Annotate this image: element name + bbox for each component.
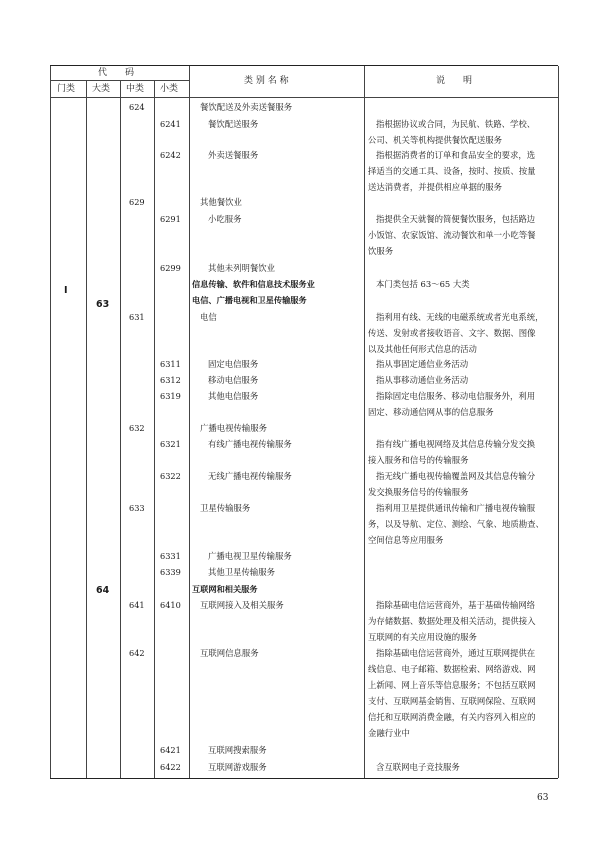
category-name: 其他卫星传输服务 xyxy=(208,567,275,577)
description-line: 固定、移动通信网从事的信息服务 xyxy=(368,407,494,417)
category-name: 其他电信服务 xyxy=(208,391,259,401)
description-line: 指根据协议或合同，为民航、铁路、学校、 xyxy=(376,119,536,129)
xiaolei-code: 6299 xyxy=(160,263,181,273)
header-desc: 说 明 xyxy=(436,76,473,86)
category-name: 互联网接入及相关服务 xyxy=(200,600,284,610)
category-name: 无线广播电视传输服务 xyxy=(208,471,292,481)
xiaolei-code: 6319 xyxy=(160,391,181,401)
category-name: 餐饮配送服务 xyxy=(208,119,259,129)
description-line: 指提供全天就餐的简便餐饮服务，包括路边 xyxy=(376,214,536,224)
xiaolei-code: 6321 xyxy=(160,439,181,449)
category-name: 广播电视卫星传输服务 xyxy=(208,551,292,561)
zhonglei-code: 641 xyxy=(129,600,145,610)
category-name: 互联网和相关服务 xyxy=(192,584,258,594)
table-left-border xyxy=(50,66,51,778)
description-line: 传送、发射或者接收语音、文字、数据、图像 xyxy=(368,328,536,338)
description-line: 指除固定电信服务、移动电信服务外，利用 xyxy=(376,391,536,401)
description-line: 指无线广播电视传输覆盖网及其信息传输分 xyxy=(376,471,536,481)
header-name: 类 别 名 称 xyxy=(244,76,289,86)
description-line: 指根据消费者的订单和食品安全的要求，选 xyxy=(376,150,536,160)
description-line: 金融行业中 xyxy=(368,728,410,738)
description-line: 支付、互联网基金销售、互联网保险、互联网 xyxy=(368,696,536,706)
xiaolei-code: 6311 xyxy=(160,359,181,369)
xiaolei-code: 6242 xyxy=(160,150,181,160)
description-line: 信托和互联网消费金融，有关内容列入相应的 xyxy=(368,712,536,722)
classification-table xyxy=(50,65,558,779)
category-name: 信息传输、软件和信息技术服务业 xyxy=(192,279,315,289)
divider-menlei xyxy=(86,80,87,778)
category-name: 互联网信息服务 xyxy=(200,648,259,658)
description-line: 指从事固定通信业务活动 xyxy=(376,359,469,369)
zhonglei-code: 629 xyxy=(129,197,145,207)
description-line: 上新闻、网上音乐等信息服务；不包括互联网 xyxy=(368,680,536,690)
description-line: 务，以及导航、定位、测绘、气象、地质勘查、 xyxy=(368,519,544,529)
description-line: 饮服务 xyxy=(368,246,394,256)
description-line: 送达消费者，并提供相应单据的服务 xyxy=(368,182,502,192)
zhonglei-code: 632 xyxy=(129,423,145,433)
description-line: 接入服务和信号的传输服务 xyxy=(368,455,469,465)
category-name: 广播电视传输服务 xyxy=(200,423,267,433)
xiaolei-code: 6312 xyxy=(160,375,181,385)
description-line: 空间信息等应用服务 xyxy=(368,535,444,545)
category-name: 互联网游戏服务 xyxy=(208,762,267,772)
category-name: 互联网搜索服务 xyxy=(208,745,267,755)
xiaolei-code: 6422 xyxy=(160,762,181,772)
category-name: 卫星传输服务 xyxy=(200,503,251,513)
description-line: 指除基础电信运营商外，基于基础传输网络 xyxy=(376,600,536,610)
description-line: 指利用卫星提供通讯传输和广播电视传输服 xyxy=(376,503,536,513)
divider-xiaolei xyxy=(189,66,190,778)
header-xiaolei: 小类 xyxy=(160,84,179,94)
divider-dalei xyxy=(120,80,121,778)
xiaolei-code: 6291 xyxy=(160,214,181,224)
header-code-group: 代 码 xyxy=(98,68,135,78)
zhonglei-code: 633 xyxy=(129,503,145,513)
divider-name xyxy=(364,66,365,778)
header-menlei: 门类 xyxy=(57,84,76,94)
xiaolei-code: 6241 xyxy=(160,119,181,129)
category-name: 其他未列明餐饮业 xyxy=(208,263,275,273)
header-bottom-line xyxy=(50,97,558,98)
description-line: 指利用有线、无线的电磁系统或者光电系统， xyxy=(376,312,544,322)
description-line: 小饭馆、农家饭馆、流动餐饮和单一小吃等餐 xyxy=(368,230,536,240)
description-line: 指除基础电信运营商外，通过互联网提供在 xyxy=(376,648,536,658)
category-name: 固定电信服务 xyxy=(208,359,259,369)
category-name: 移动电信服务 xyxy=(208,375,259,385)
category-name: 电信、广播电视和卫星传输服务 xyxy=(192,295,307,305)
description-line: 本门类包括 63～65 大类 xyxy=(376,279,470,289)
dalei-code-64: 64 xyxy=(96,585,110,596)
description-line: 指有线广播电视网络及其信息传输分发交换 xyxy=(376,439,536,449)
description-line: 含互联网电子竞技服务 xyxy=(376,762,460,772)
header-zhonglei: 中类 xyxy=(126,84,145,94)
table-right-border xyxy=(558,66,559,778)
category-name: 有线广播电视传输服务 xyxy=(208,439,292,449)
category-name: 外卖送餐服务 xyxy=(208,150,259,160)
dalei-code-63: 63 xyxy=(96,299,110,310)
description-line: 择适当的交通工具、设备，按时、按质、按量 xyxy=(368,166,536,176)
xiaolei-code: 6410 xyxy=(160,600,181,610)
xiaolei-code: 6322 xyxy=(160,471,181,481)
category-name: 小吃服务 xyxy=(208,214,242,224)
description-line: 线信息、电子邮箱、数据检索、网络游戏、网 xyxy=(368,664,536,674)
page-number: 63 xyxy=(537,793,549,803)
zhonglei-code: 631 xyxy=(129,312,145,322)
header-dalei: 大类 xyxy=(92,84,111,94)
description-line: 以及其他任何形式信息的活动 xyxy=(368,344,477,354)
description-line: 公司、机关等机构提供餐饮配送服务 xyxy=(368,135,502,145)
description-line: 指从事移动通信业务活动 xyxy=(376,375,469,385)
xiaolei-code: 6331 xyxy=(160,551,181,561)
divider-zhonglei xyxy=(154,80,155,778)
zhonglei-code: 642 xyxy=(129,648,145,658)
menlei-code: I xyxy=(64,285,68,296)
description-line: 发交换服务信号的传输服务 xyxy=(368,487,469,497)
xiaolei-code: 6421 xyxy=(160,745,181,755)
category-name: 其他餐饮业 xyxy=(200,197,242,207)
description-line: 互联网的有关应用设施的服务 xyxy=(368,632,477,642)
description-line: 为存储数据、数据处理及相关活动，提供接入 xyxy=(368,616,536,626)
xiaolei-code: 6339 xyxy=(160,567,181,577)
category-name: 餐饮配送及外卖送餐服务 xyxy=(200,102,293,112)
zhonglei-code: 624 xyxy=(129,102,145,112)
category-name: 电信 xyxy=(200,312,217,322)
